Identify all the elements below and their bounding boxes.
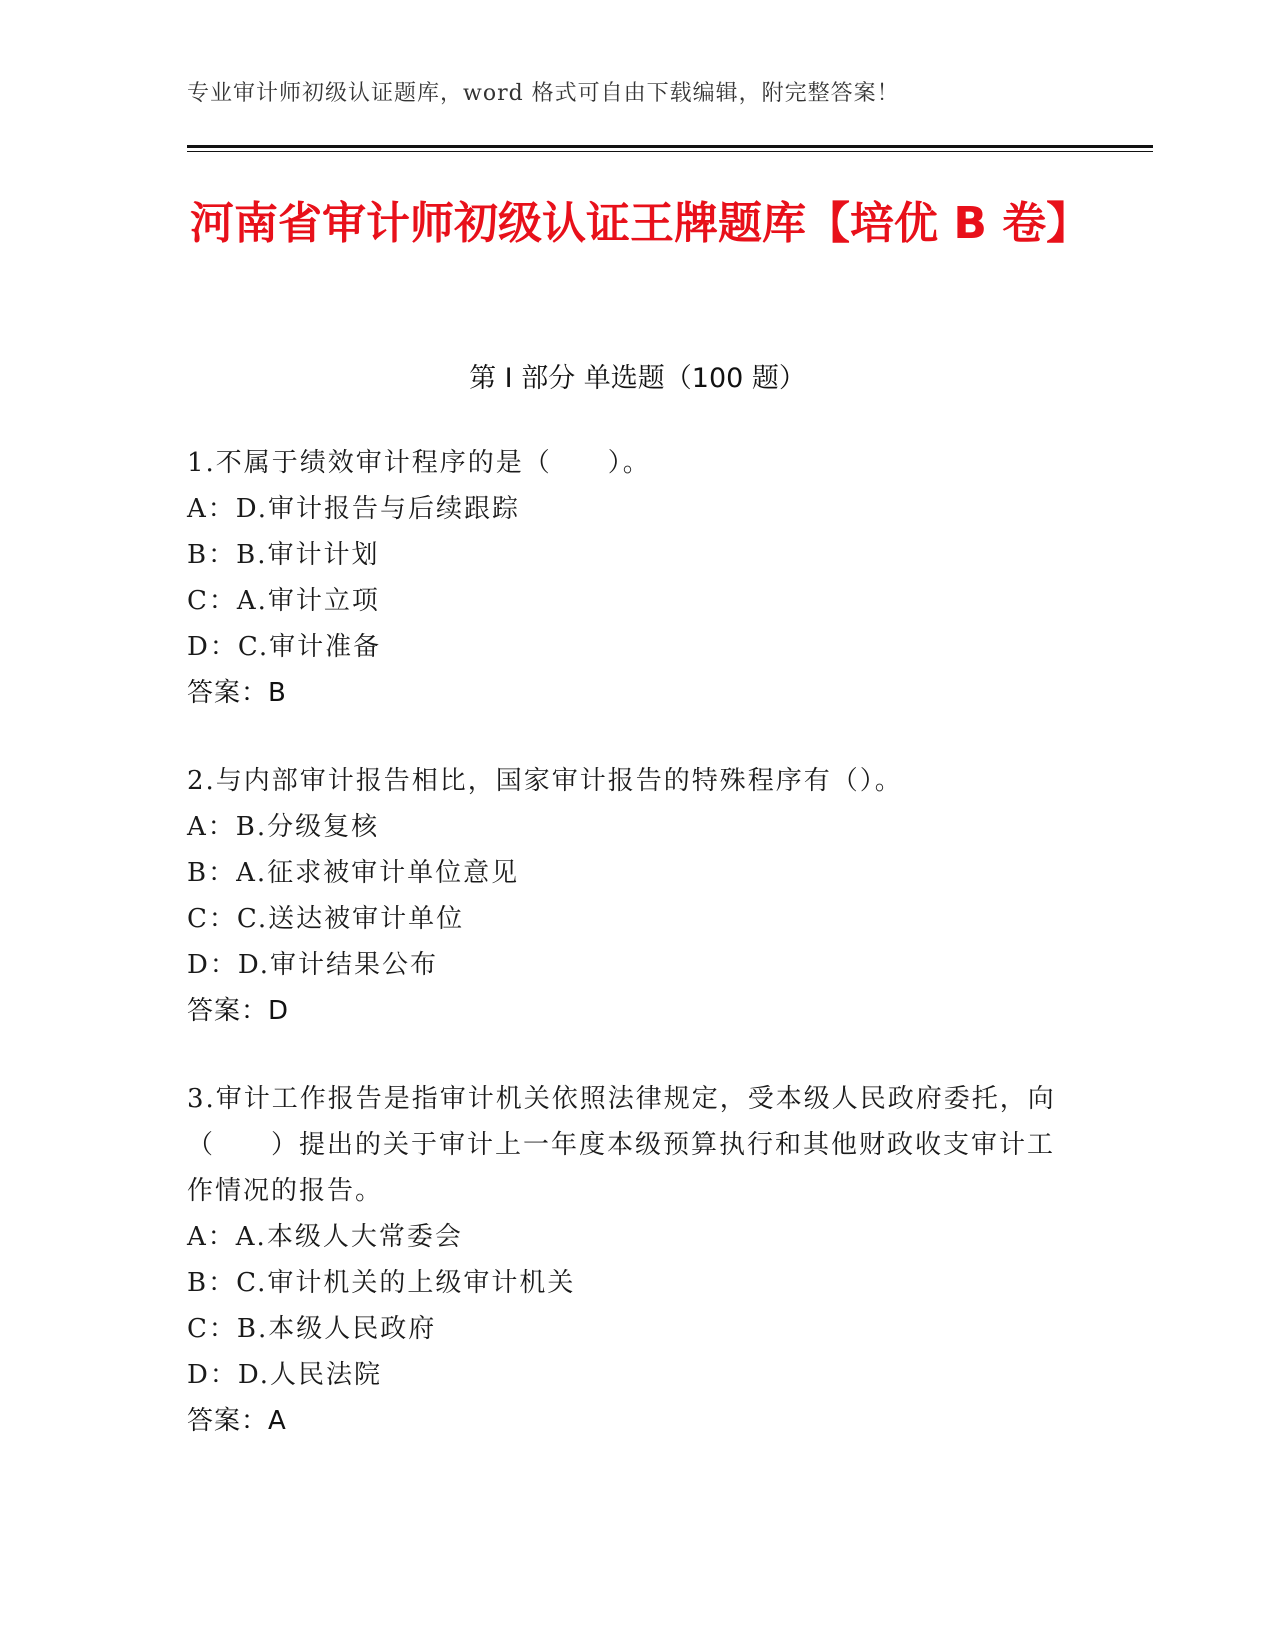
header-rule-thick [187, 145, 1153, 148]
option-b: B：C.审计机关的上级审计机关 [187, 1268, 576, 1298]
question-stem: 1.不属于绩效审计程序的是（ ）。 [187, 448, 651, 478]
question-list [187, 440, 1087, 1486]
option-b: B：A.征求被审计单位意见 [187, 858, 520, 888]
answer: 答案：B [187, 678, 287, 708]
option-d: D：D.审计结果公布 [187, 950, 439, 980]
question-stem: 3.审计工作报告是指审计机关依照法律规定，受本级人民政府委托，向（ ）提出的关于审计上一年度本级预算执行和其他财政收支审计工作情况的报告。 [187, 1084, 1056, 1206]
question-1 [187, 440, 1087, 716]
option-d: D：C.审计准备 [187, 632, 382, 662]
document-title: 河南省审计师初级认证王牌题库【培优 B 卷】 [190, 198, 1091, 249]
option-a: A：B.分级复核 [187, 812, 380, 842]
header-note: 专业审计师初级认证题库，word 格式可自由下载编辑，附完整答案！ [187, 81, 900, 106]
option-c: C：A.审计立项 [187, 586, 380, 616]
option-a: A：D.审计报告与后续跟踪 [187, 494, 520, 524]
header-rule-thin [187, 151, 1153, 152]
question-3 [187, 1076, 1087, 1444]
option-c: C：B.本级人民政府 [187, 1314, 437, 1344]
option-d: D：D.人民法院 [187, 1360, 383, 1390]
question-2 [187, 758, 1087, 1034]
answer: 答案：A [187, 1406, 287, 1436]
answer: 答案：D [187, 996, 290, 1026]
option-c: C：C.送达被审计单位 [187, 904, 465, 934]
question-stem: 2.与内部审计报告相比，国家审计报告的特殊程序有（）。 [187, 766, 903, 796]
option-a: A：A.本级人大常委会 [187, 1222, 463, 1252]
option-b: B：B.审计计划 [187, 540, 380, 570]
section-title: 第 I 部分 单选题（100 题） [469, 363, 806, 394]
